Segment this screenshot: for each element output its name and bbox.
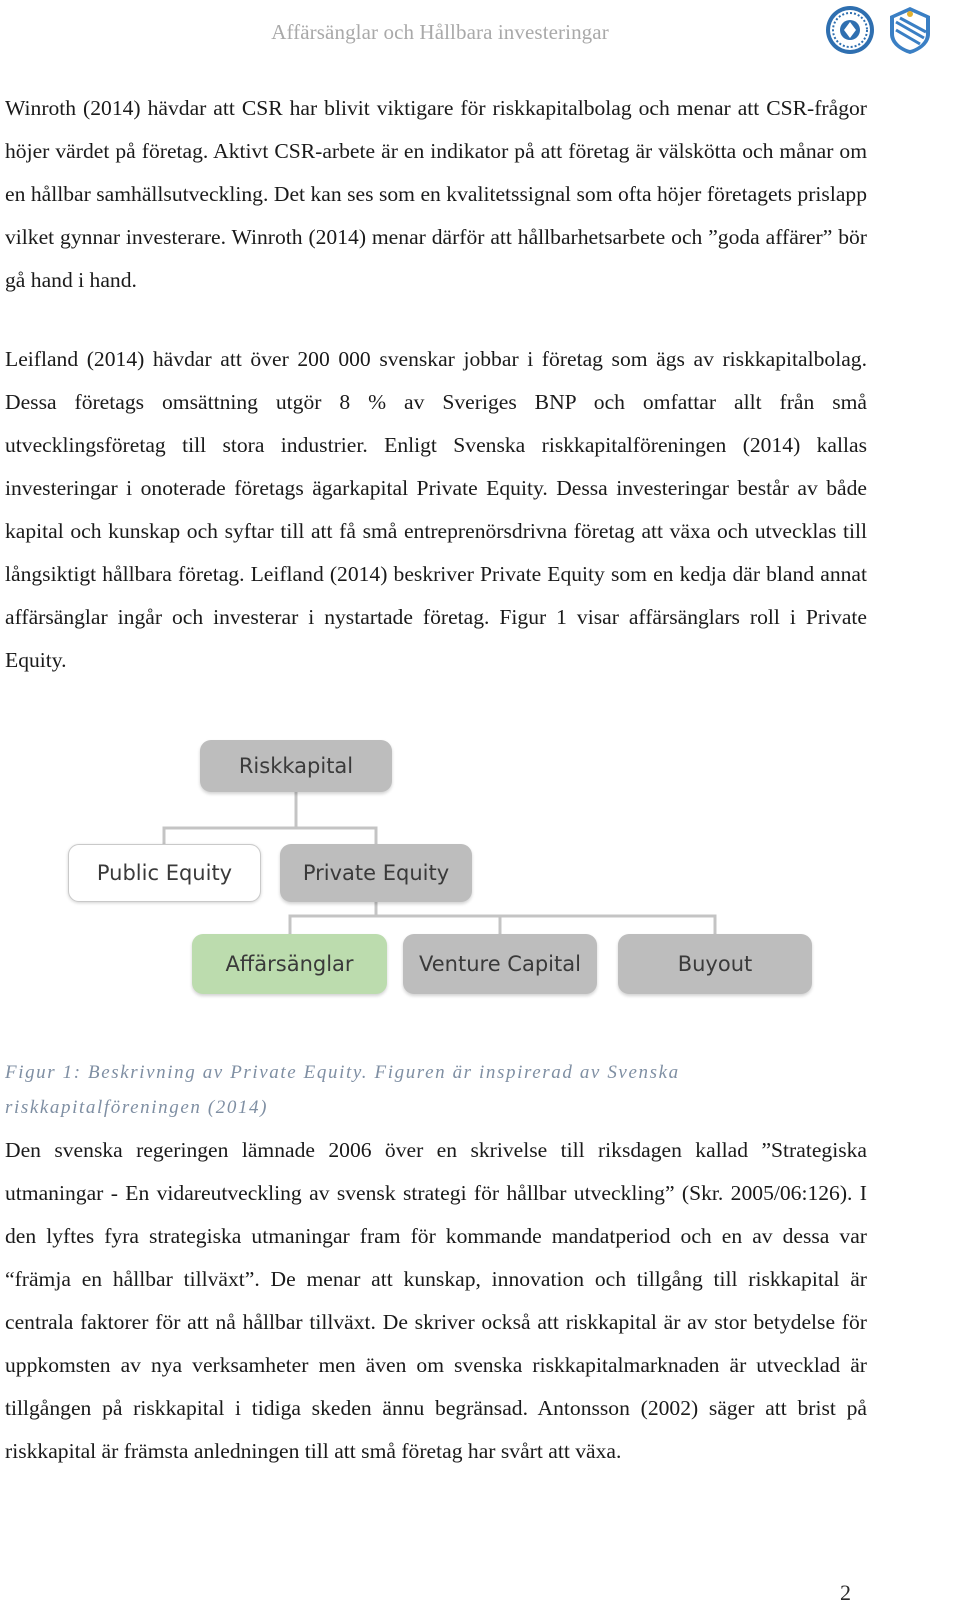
connector-root-public xyxy=(164,792,296,844)
page-number: 2 xyxy=(840,1580,851,1605)
node-riskkapital: Riskkapital xyxy=(200,740,392,792)
node-venture-capital: Venture Capital xyxy=(403,934,597,994)
connector-private-venture xyxy=(376,916,500,934)
node-buyout: Buyout xyxy=(618,934,812,994)
header-logos xyxy=(824,4,936,56)
connector-root-private xyxy=(296,828,376,844)
paragraph-government: Den svenska regeringen lämnade 2006 över en skrivelse till riksdagen kallad ”Strategiska utmaningar - En vidareutveckling av svensk strategi för hållbar utveckling” (Skr. 2005/06:126). I den lyftes fyra strategiska utmaningar fram för kommande mandatperiod och en av dessa var “främja en hållbar tillväxt”. De menar att kunskap, innovation och tillgång till riskkapital är centrala faktorer för att nå hållbar tillväxt. De skriver också att riskkapital är av stor betydelse för uppkomsten av nya verksamheter men även om svenska riskkapitalmarknaden är utvecklad är tillgången på riskkapital i tidiga skeden ännu begränsad. Antonsson (2002) säger att brist på riskkapital är främsta anledningen till att små företag har svårt att växa. xyxy=(5,1138,867,1463)
figure-caption: Figur 1: Beskrivning av Private Equity. Figuren är inspirerad av Svenska riskkapitalföreningen (2014) xyxy=(5,1062,680,1118)
anchor-crest-icon xyxy=(884,4,936,56)
university-seal-icon xyxy=(824,4,876,56)
node-public-equity: Public Equity xyxy=(68,844,261,902)
connector-private-buyout xyxy=(376,916,715,934)
running-header: Affärsänglar och Hållbara investeringar xyxy=(271,20,609,44)
paragraph-private-equity: Leifland (2014) hävdar att över 200 000 svenskar jobbar i företag som ägs av riskkapitalbolag. Dessa företags omsättning utgör 8 % av Sveriges BNP och omfattar allt från små utvecklingsföretag till stora industrier. Enligt Svenska riskkapitalföreningen (2014) kallas investeringar i onoterade företags ägarkapital Private Equity. Dessa investeringar består av både kapital och kunskap och syftar till att få små entreprenörsdrivna företag att växa och utvecklas till långsiktigt hållbara företag. Leifland (2014) beskriver Private Equity som en kedja där bland annat affärsänglar ingår och investerar i nystartade företag. Figur 1 visar affärsänglars roll i Private Equity. xyxy=(5,347,867,672)
paragraph-csr: Winroth (2014) hävdar att CSR har blivit viktigare för riskkapitalbolag och menar att CSR-frågor höjer värdet på företag. Aktivt CSR-arbete är en indikator på att företag är välskötta och månar om en hållbar samhällsutveckling. Det kan ses som en kvalitetssignal som ofta höjer företagets prislapp vilket gynnar investerare. Winroth (2014) menar därför att hållbarhetsarbete och ”goda affärer” bör gå hand i hand. xyxy=(5,96,867,292)
node-affarsanglar: Affärsänglar xyxy=(192,934,387,994)
connector-private-affarsanglar xyxy=(290,902,376,934)
node-private-equity: Private Equity xyxy=(280,844,472,902)
private-equity-diagram xyxy=(0,740,900,1040)
